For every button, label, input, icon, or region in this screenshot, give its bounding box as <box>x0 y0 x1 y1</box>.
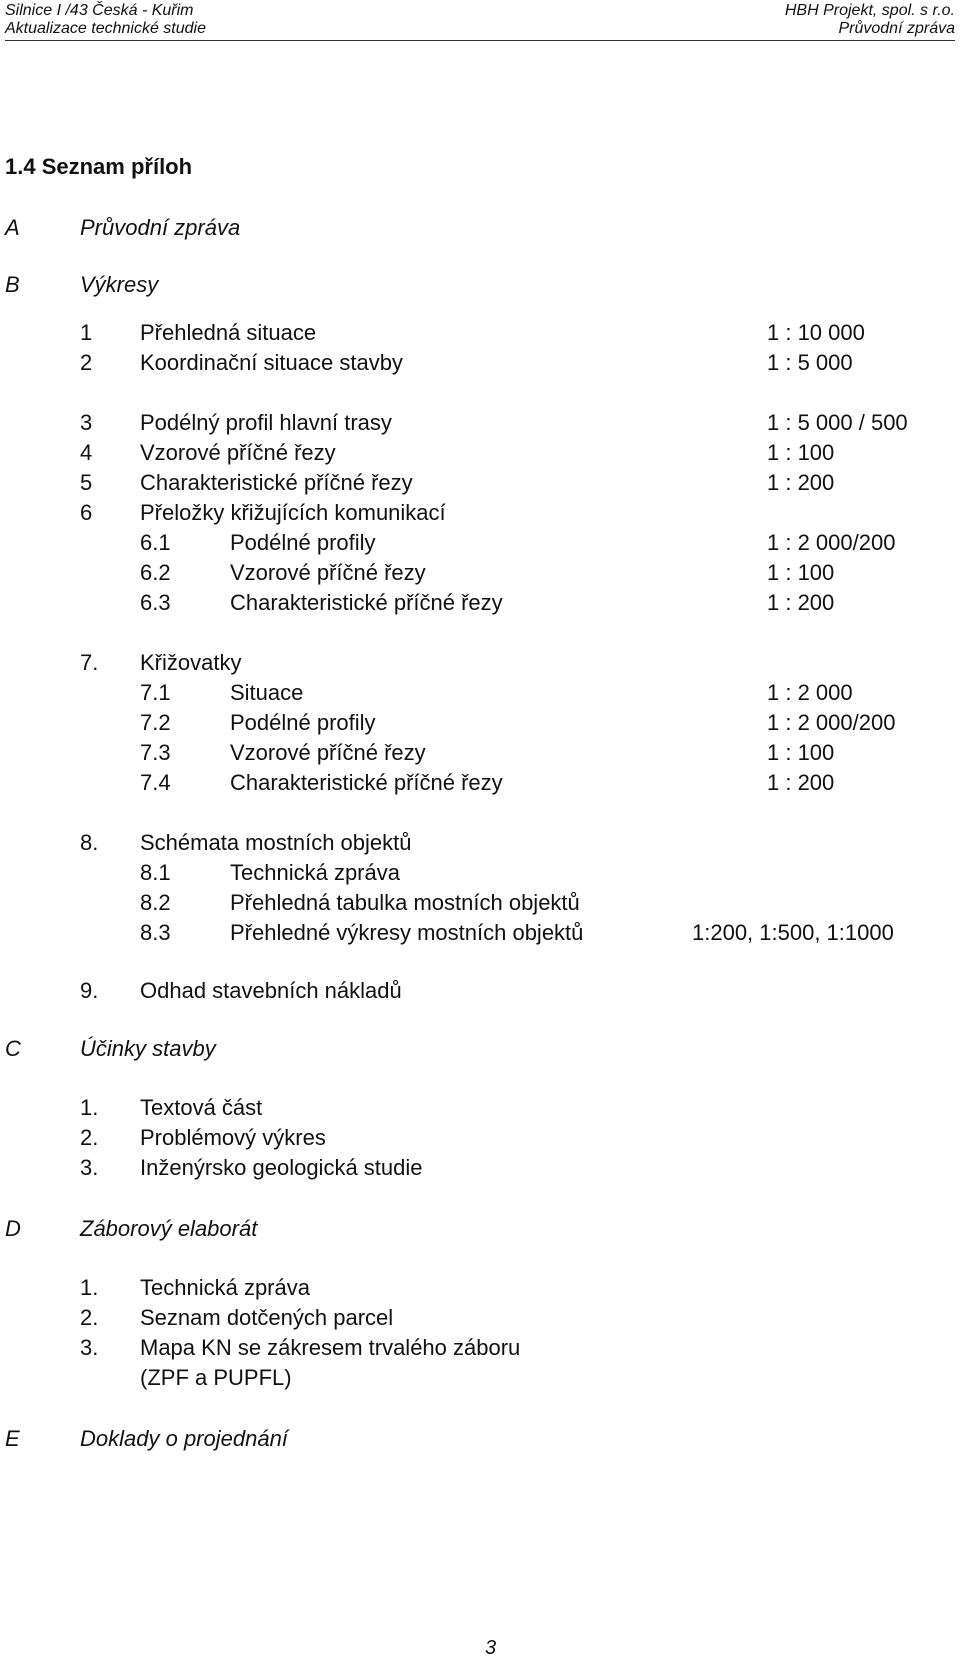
item-label: Podélné profily <box>230 530 376 555</box>
item-number: 7. <box>80 650 99 675</box>
item-label: Přehledné výkresy mostních objektů <box>230 920 584 945</box>
item-label: Vzorové příčné řezy <box>230 560 426 585</box>
item-label: Odhad stavebních nákladů <box>140 978 402 1003</box>
item-label-continuation: (ZPF a PUPFL) <box>140 1365 292 1390</box>
item-scale: 1 : 2 000 <box>767 680 853 705</box>
item-number: 3 <box>80 410 93 435</box>
item-label: Přehledná tabulka mostních objektů <box>230 890 580 915</box>
item-number: 7.1 <box>140 680 171 705</box>
item-scale: 1 : 200 <box>767 470 835 495</box>
item-number: 3. <box>80 1335 99 1360</box>
item-number: 2. <box>80 1305 99 1330</box>
item-number: 6.2 <box>140 560 171 585</box>
page-title: 1.4 Seznam příloh <box>5 154 193 179</box>
item-scale: 1 : 200 <box>767 770 835 795</box>
section-c-letter: C <box>5 1036 21 1061</box>
section-e-letter: E <box>5 1426 20 1451</box>
header-company: HBH Projekt, spol. s r.o. <box>784 2 955 19</box>
item-number: 6.3 <box>140 590 171 615</box>
item-label: Charakteristické příčné řezy <box>230 770 503 795</box>
item-label: Textová část <box>140 1095 263 1120</box>
item-number: 5 <box>80 470 93 495</box>
item-label: Situace <box>230 680 304 705</box>
item-number: 7.4 <box>140 770 171 795</box>
section-a-letter: A <box>5 215 20 240</box>
item-scale: 1 : 100 <box>767 440 835 465</box>
page-header <box>5 0 955 41</box>
section-c-title: Účinky stavby <box>80 1036 216 1061</box>
item-number: 7.3 <box>140 740 171 765</box>
item-number: 8.1 <box>140 860 171 885</box>
header-document-type: Průvodní zpráva <box>838 20 955 37</box>
item-scale: 1 : 2 000/200 <box>767 530 896 555</box>
item-scale: 1 : 100 <box>767 560 835 585</box>
section-e-title: Doklady o projednání <box>80 1426 288 1451</box>
item-label: Charakteristické příčné řezy <box>230 590 503 615</box>
item-number: 6.1 <box>140 530 171 555</box>
item-scale: 1 : 5 000 / 500 <box>767 410 908 435</box>
section-d-letter: D <box>5 1216 21 1241</box>
item-label: Technická zpráva <box>230 860 400 885</box>
item-number: 4 <box>80 440 93 465</box>
section-d-title: Záborový elaborát <box>80 1216 258 1241</box>
item-label: Křižovatky <box>140 650 242 675</box>
item-label: Seznam dotčených parcel <box>140 1305 394 1330</box>
item-label: Vzorové příčné řezy <box>230 740 426 765</box>
item-number: 8.3 <box>140 920 171 945</box>
item-label: Podélné profily <box>230 710 376 735</box>
header-project-title: Silnice I /43 Česká - Kuřim <box>5 2 194 19</box>
item-label: Problémový výkres <box>140 1125 326 1150</box>
item-scale: 1 : 10 000 <box>767 320 865 345</box>
item-scale: 1 : 2 000/200 <box>767 710 896 735</box>
item-label: Schémata mostních objektů <box>140 830 412 855</box>
item-number: 7.2 <box>140 710 171 735</box>
header-study-title: Aktualizace technické studie <box>5 20 206 37</box>
item-label: Technická zpráva <box>140 1275 310 1300</box>
item-label: Koordinační situace stavby <box>140 350 403 375</box>
item-number: 8. <box>80 830 99 855</box>
item-number: 1 <box>80 320 93 345</box>
item-number: 2 <box>80 350 93 375</box>
item-scale: 1 : 200 <box>767 590 835 615</box>
item-number: 2. <box>80 1125 99 1150</box>
item-label: Inženýrsko geologická studie <box>140 1155 423 1180</box>
item-label: Přehledná situace <box>140 320 317 345</box>
item-number: 1. <box>80 1095 99 1120</box>
item-label: Vzorové příčné řezy <box>140 440 336 465</box>
item-number: 9. <box>80 978 99 1003</box>
item-label: Charakteristické příčné řezy <box>140 470 413 495</box>
item-number: 3. <box>80 1155 99 1180</box>
item-number: 6 <box>80 500 93 525</box>
item-scale: 1 : 100 <box>767 740 835 765</box>
section-b-letter: B <box>5 272 20 297</box>
item-label: Podélný profil hlavní trasy <box>140 410 392 435</box>
item-scale: 1:200, 1:500, 1:1000 <box>692 920 894 945</box>
section-b-title: Výkresy <box>80 272 159 297</box>
item-number: 1. <box>80 1275 99 1300</box>
item-label: Mapa KN se zákresem trvalého záboru <box>140 1335 521 1360</box>
section-a-title: Průvodní zpráva <box>80 215 241 240</box>
page-number: 3 <box>485 1637 497 1659</box>
item-number: 8.2 <box>140 890 171 915</box>
item-scale: 1 : 5 000 <box>767 350 853 375</box>
item-label: Přeložky křižujících komunikací <box>140 500 446 525</box>
